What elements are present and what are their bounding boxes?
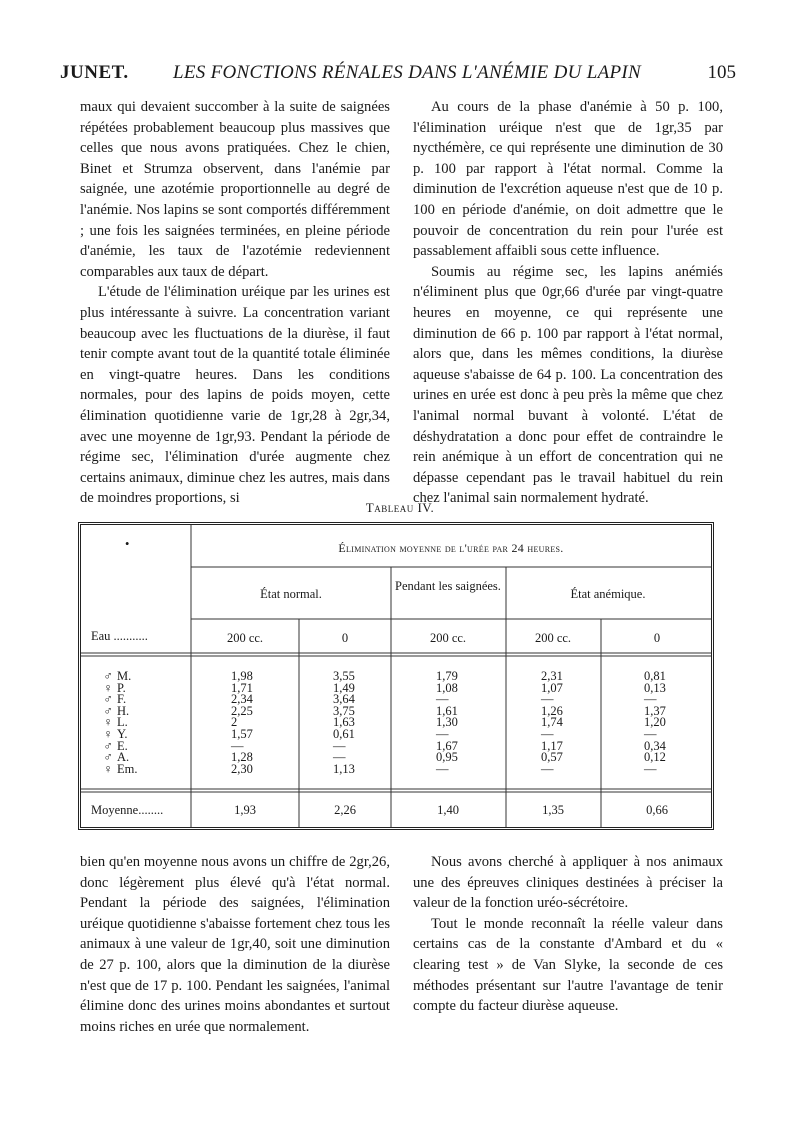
- mean-value: 0,66: [646, 803, 668, 817]
- table-cell: 3,75: [333, 703, 355, 718]
- animal-name-column: [117, 671, 137, 775]
- animal-sex: ♀: [103, 680, 113, 695]
- column-top-right: [413, 97, 723, 509]
- animal-sex: ♀: [103, 726, 113, 741]
- table-cell: 1,37: [644, 703, 666, 718]
- column-bottom-right: [413, 852, 723, 1017]
- water-value: 200 cc.: [429, 631, 467, 645]
- table-cell: 0,12: [644, 750, 666, 765]
- animal-name: E.: [117, 738, 128, 753]
- animal-name: P.: [117, 680, 126, 695]
- table-caption-text: Tableau IV.: [365, 500, 435, 515]
- animal-name: H.: [117, 703, 130, 718]
- paragraph: Soumis au régime sec, les lapins anémiés n'éliminent plus que 0gr,66 d'urée par vingt-quatre heures en moyenne, ce qui représente une diminution de 66 p. 100 par rapport à l'état normal, alors que, dans les mêmes conditions, la diurèse aqueuse s'abaisse de 64 p. 100. La concentration des urines en urée est donc à peu près la même que chez l'animal normal buvant à volonté. L'état de déshydratation a donc pour effet de contraindre le rein anémique à un effort de concentration qui ne dépasse cependant pas le travail habituel du rein chez l'animal sain normalement hydraté.: [413, 263, 723, 507]
- table-cell: 1,08: [436, 680, 458, 695]
- animal-name: A.: [117, 750, 130, 765]
- table-cell: 3,55: [333, 669, 355, 683]
- column-bottom-left: [80, 852, 390, 1037]
- group-header-normal: État normal.: [260, 587, 322, 601]
- table-cell: —: [541, 761, 554, 776]
- animal-name: F.: [117, 692, 127, 707]
- table-cell: 2,30: [231, 761, 253, 776]
- table-cell: 1,07: [541, 680, 563, 695]
- table-cell: 1,49: [333, 680, 355, 695]
- table-cell: 1,98: [231, 669, 253, 683]
- table-cell: 1,57: [231, 726, 253, 741]
- table-cell: —: [644, 692, 657, 707]
- table-cell: 1,67: [436, 738, 458, 753]
- table-rules: [81, 525, 711, 827]
- table-cell: —: [333, 738, 346, 753]
- running-header: [60, 62, 736, 92]
- table-cell: 0,81: [644, 669, 666, 683]
- table-cell: 1,30: [436, 715, 458, 730]
- paragraph: bien qu'en moyenne nous avons un chiffre de 2gr,26, donc légèrement plus élevé qu'à l'état normal. Pendant la période des saignées, l'élimination uréique quotidienne s'abaisse fortement chez tous les animaux à une valeur de 1gr,40, soit une diminution de 27 p. 100, alors que la diminution de la diurèse n'est que de 17 p. 100. Pendant les saignées, l'animal élimine donc des urines moins abondantes et surtout moins riches en urée que normalement.: [80, 854, 390, 1035]
- table-cell: —: [333, 750, 346, 765]
- table-cell: —: [644, 726, 657, 741]
- water-label: Eau ...........: [91, 629, 148, 643]
- table-caption: [0, 500, 800, 516]
- header-title: LES FONCTIONS RÉNALES DANS L'ANÉMIE DU LAPIN: [173, 62, 641, 83]
- mean-value: 2,26: [334, 803, 356, 817]
- table-cell: 1,28: [231, 750, 253, 765]
- mean-value: 1,35: [542, 803, 564, 817]
- header-author: JUNET.: [60, 62, 129, 83]
- water-value: 200 cc.: [226, 631, 264, 645]
- group-header-anemique: État anémique.: [570, 587, 646, 601]
- paragraph: Au cours de la phase d'anémie à 50 p. 100, l'élimination uréique n'est que de 1gr,35 par nycthémère, ce qui représente une diminution de 30 p. 100 par rapport à l'état normal. Comme la diminution de l'excrétion aqueuse n'est que de 10 p. 100 en période d'anémie, on doit admettre que le pouvoir de concentration du rein pour l'urée est passablement affaibli sous cette influence.: [413, 99, 723, 260]
- table-cell: 1,13: [333, 761, 355, 776]
- mean-value: 1,93: [234, 803, 256, 817]
- table-cell: 1,61: [436, 703, 458, 718]
- table-cell: 2: [231, 715, 238, 730]
- value-column-anemique-200: [541, 671, 563, 775]
- table-cell: 0,34: [644, 738, 666, 753]
- table-cell: 2,31: [541, 669, 563, 683]
- animal-name: Em.: [117, 761, 138, 776]
- column-top-left: [80, 97, 390, 509]
- animal-name: L.: [117, 715, 128, 730]
- data-table: [78, 522, 714, 830]
- table-cell: —: [541, 692, 554, 707]
- animal-sex-column: [101, 671, 115, 775]
- table-cell: 1,26: [541, 703, 563, 718]
- table-super-header: Élimination moyenne de l'urée par 24 heures.: [338, 541, 564, 555]
- table-cell: 2,25: [231, 703, 253, 718]
- table-cell: —: [644, 761, 657, 776]
- mean-label: Moyenne........: [91, 803, 164, 817]
- water-value: 200 cc.: [534, 631, 572, 645]
- paragraph: maux qui devaient succomber à la suite de saignées répétées probablement beaucoup plus massives que celles que nous avons pratiquées. Chez le chien, Binet et Strumza observent, dans l'anémie par saignée, une azotémie proportionnelle au degré de l'anémie. Nos lapins se sont comportés différemment ; une fois les saignées terminées, en pleine période d'anémie, les taux de l'azotémie redeviennent comparables aux taux de départ.: [80, 99, 390, 280]
- animal-sex: ♂: [103, 738, 113, 753]
- table-cell: 1,71: [231, 680, 253, 695]
- table-cell: 0,61: [333, 726, 355, 741]
- water-value: 0: [341, 631, 349, 645]
- animal-sex: ♂: [103, 703, 113, 718]
- table-cell: —: [436, 726, 449, 741]
- table-cell: —: [231, 738, 244, 753]
- animal-sex: ♂: [103, 669, 113, 683]
- water-value: 0: [653, 631, 661, 645]
- animal-sex: ♂: [103, 692, 113, 707]
- value-column-anemique-0: [644, 671, 666, 775]
- table-cell: —: [436, 692, 449, 707]
- value-column-normal-200: [231, 671, 253, 775]
- page-number: 105: [707, 62, 736, 83]
- table-cell: 1,17: [541, 738, 563, 753]
- animal-name: Y.: [117, 726, 128, 741]
- table-cell: 0,95: [436, 750, 458, 765]
- table-cell: 1,74: [541, 715, 563, 730]
- animal-sex: ♂: [103, 750, 113, 765]
- table-cell: 0,57: [541, 750, 563, 765]
- table-cell: 0,13: [644, 680, 666, 695]
- table-cell: 1,79: [436, 669, 458, 683]
- table-cell: —: [436, 761, 449, 776]
- paragraph: L'étude de l'élimination uréique par les urines est plus intéressante à suivre. La concentration variant beaucoup avec les fluctuations de la diurèse, il faut tenir compte avant tout de la quantité totale éliminée en vingt-quatre heures. Dans les conditions normales, pour des lapins de poids moyen, cette élimination quotidienne varie de 1gr,28 à 2gr,34, avec une moyenne de 1gr,93. Pendant la période de régime sec, l'élimination d'urée augmente chez certains animaux, diminue chez les autres, mais dans de moindres proportions, si: [80, 284, 390, 507]
- table-cell: 1,63: [333, 715, 355, 730]
- corner-mark: •: [125, 537, 130, 551]
- mean-value: 1,40: [437, 803, 459, 817]
- group-header-saignees: Pendant les saignées.: [395, 579, 501, 593]
- value-column-normal-0: [333, 671, 355, 775]
- table-cell: —: [541, 726, 554, 741]
- table-cell: 2,34: [231, 692, 253, 707]
- animal-name: M.: [117, 669, 132, 683]
- value-column-saignees-200: [436, 671, 458, 775]
- animal-sex: ♀: [103, 761, 113, 776]
- paragraph: Tout le monde reconnaît la réelle valeur dans certains cas de la constante d'Ambard et du « clearing test » de Van Slyke, la seconde de ces méthodes présentant sur l'autre l'avantage de tenir compte du facteur diurèse aqueuse.: [413, 915, 723, 1015]
- animal-sex: ♀: [103, 715, 113, 730]
- table-cell: 3,64: [333, 692, 355, 707]
- table-cell: 1,20: [644, 715, 666, 730]
- paragraph: Nous avons cherché à appliquer à nos animaux une des épreuves cliniques destinées à préciser la valeur de la fonction uréo-sécrétoire.: [413, 854, 723, 912]
